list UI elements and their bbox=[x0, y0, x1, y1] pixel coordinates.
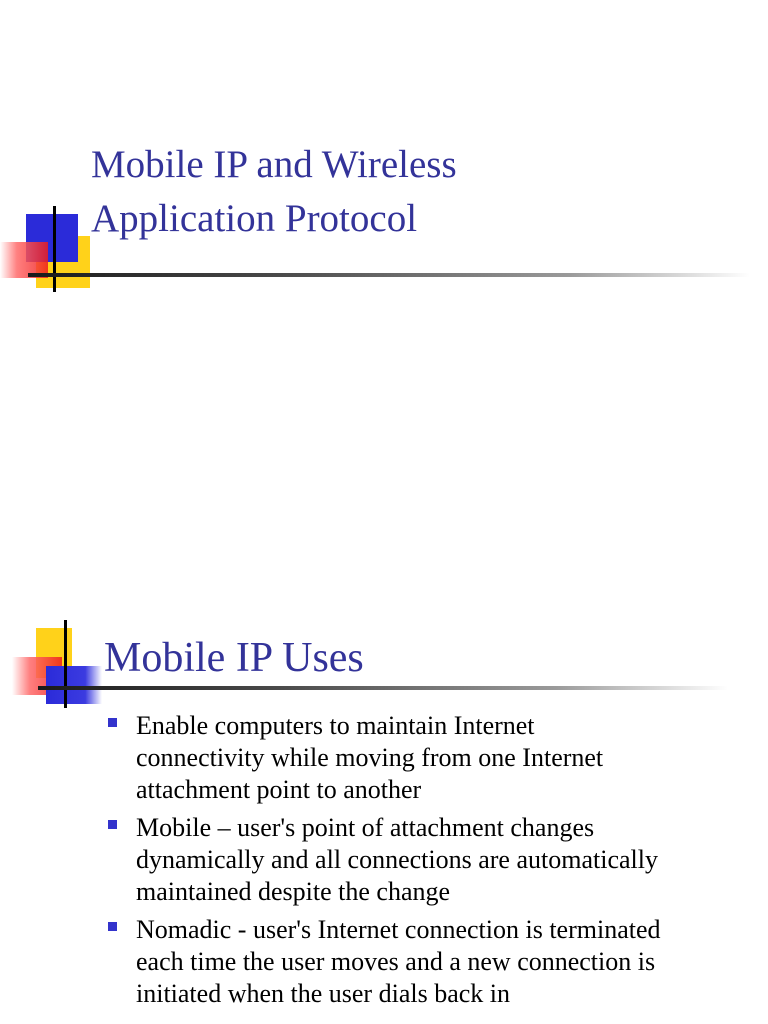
bullet-item-enable-computers bbox=[106, 710, 756, 806]
bullet-list bbox=[106, 710, 756, 1016]
bullet-line: Mobile – user's point of attachment changes bbox=[136, 813, 595, 842]
bullet-item-mobile bbox=[106, 812, 756, 908]
bullet-line: dynamically and all connections are automatically bbox=[136, 845, 658, 874]
bullet-line: connectivity while moving from one Internet bbox=[136, 743, 604, 772]
slide-2-title-rule bbox=[38, 686, 728, 690]
deco-vertical-line bbox=[64, 620, 67, 708]
bullet-line: maintained despite the change bbox=[136, 877, 451, 906]
slide-1-title bbox=[91, 138, 731, 246]
bullet-line: each time the user moves and a new connection is bbox=[136, 947, 656, 976]
deco-blue-square bbox=[46, 666, 102, 704]
bullet-line: attachment point to another bbox=[136, 775, 422, 804]
deco-vertical-line bbox=[53, 206, 56, 292]
bullet-line: Enable computers to maintain Internet bbox=[136, 711, 535, 740]
bullet-item-nomadic bbox=[106, 914, 756, 1010]
square-bullet-icon bbox=[108, 718, 117, 727]
bullet-line: initiated when the user dials back in bbox=[136, 979, 511, 1008]
square-bullet-icon bbox=[108, 922, 117, 931]
square-bullet-icon bbox=[108, 820, 117, 829]
slide-1-title-line-2: Application Protocol bbox=[91, 197, 418, 240]
slide-1-title-line-1: Mobile IP and Wireless bbox=[91, 143, 457, 186]
slide-2-title: Mobile IP Uses bbox=[104, 635, 364, 681]
bullet-line: Nomadic - user's Internet connection is terminated bbox=[136, 915, 661, 944]
slide-1-title-rule bbox=[28, 273, 750, 277]
